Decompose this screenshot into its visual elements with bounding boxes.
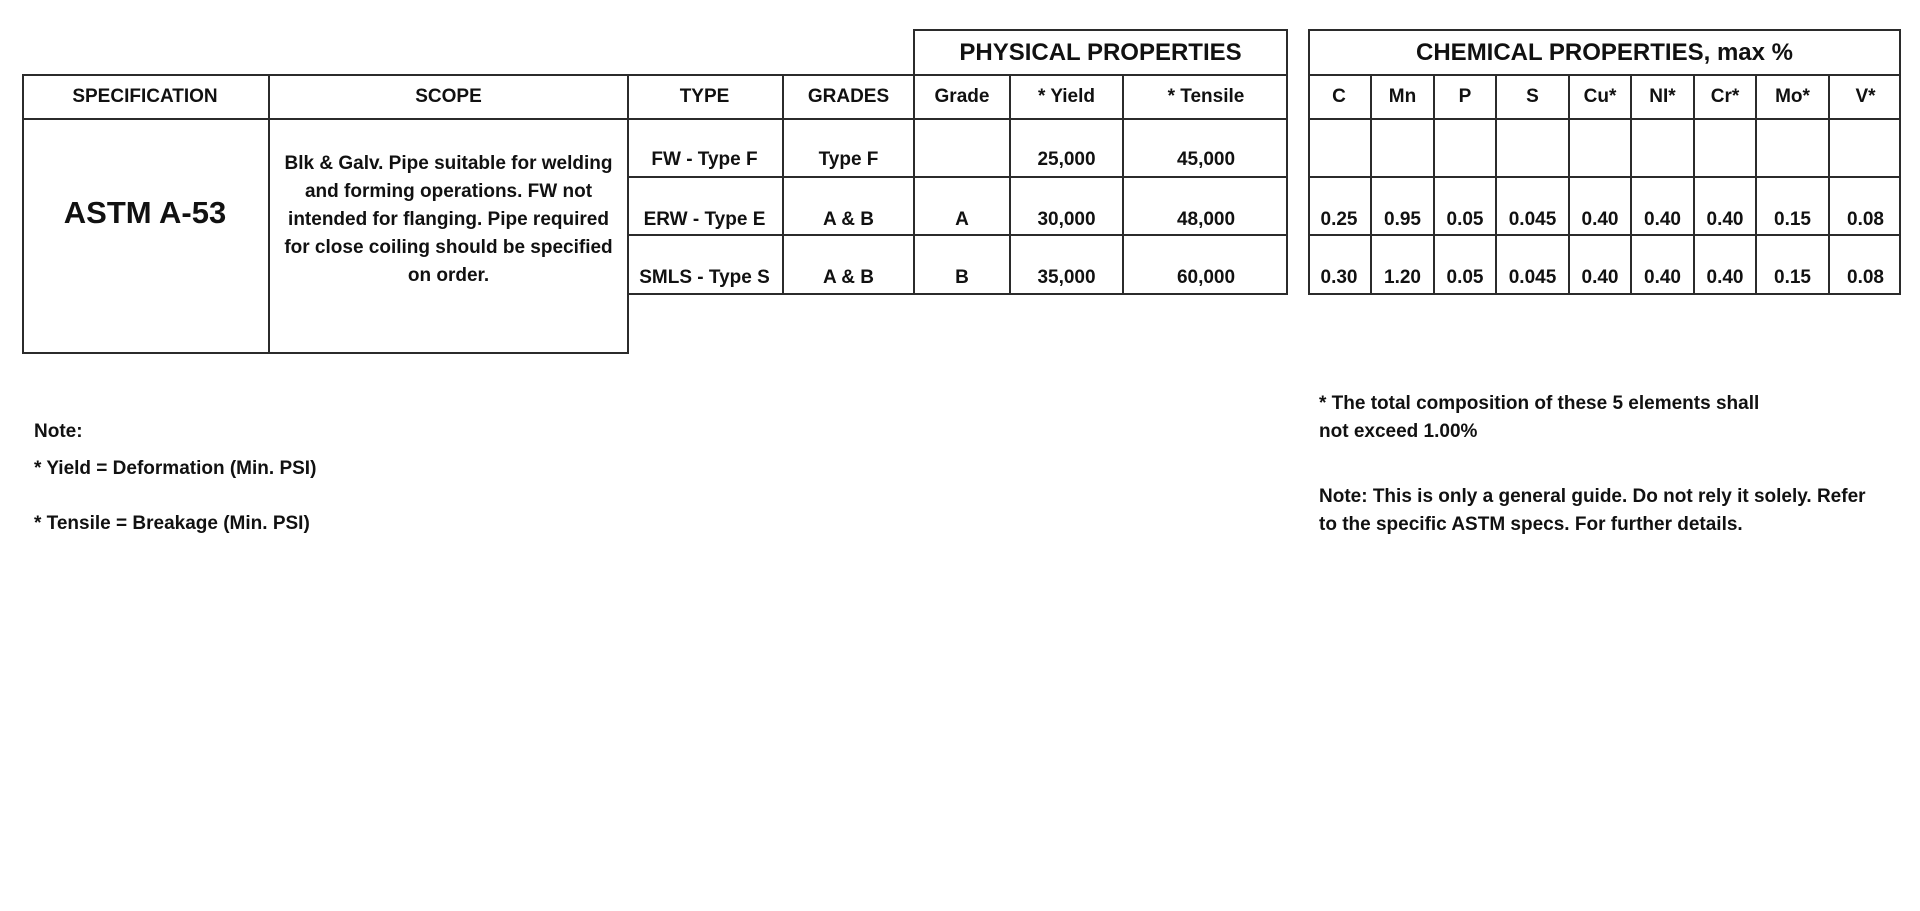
note-yield: * Yield = Deformation (Min. PSI) — [34, 458, 317, 479]
specification-value: ASTM A-53 — [63, 195, 227, 230]
header-grades: GRADES — [807, 86, 890, 107]
grades-cell: A & B — [822, 209, 875, 230]
yield-cell: 30,000 — [1037, 209, 1096, 230]
s-cell: 0.045 — [1508, 209, 1557, 230]
yield-cell: 35,000 — [1037, 267, 1096, 288]
v-cell: 0.08 — [1847, 209, 1884, 230]
header-scope: SCOPE — [415, 86, 482, 107]
tensile-cell: 60,000 — [1176, 267, 1236, 288]
type-cell: ERW - Type E — [643, 209, 766, 230]
mn-cell: 1.20 — [1384, 267, 1421, 288]
header-mn: Mn — [1388, 86, 1417, 107]
ni-cell: 0.40 — [1644, 267, 1681, 288]
note-composition-line-1: * The total composition of these 5 elements shall — [1319, 393, 1760, 414]
chemical-row-divider-1 — [1308, 176, 1901, 178]
physical-properties-title: PHYSICAL PROPERTIES — [959, 38, 1242, 66]
cr-cell: 0.40 — [1706, 267, 1744, 288]
c-cell: 0.25 — [1320, 209, 1358, 230]
chemical-properties-title: CHEMICAL PROPERTIES, max % — [1416, 38, 1793, 66]
scope-text: Blk & Galv. Pipe suitable for welding and forming operations. FW not intended for flanging. Pipe required for close coiling should be specified on order. — [284, 153, 613, 286]
type-cell: SMLS - Type S — [639, 267, 770, 288]
header-v: V* — [1855, 86, 1876, 107]
header-type: TYPE — [679, 86, 730, 107]
mo-cell: 0.15 — [1774, 209, 1811, 230]
note-tensile: * Tensile = Breakage (Min. PSI) — [34, 513, 310, 534]
header-s: S — [1526, 86, 1539, 107]
mo-cell: 0.15 — [1774, 267, 1811, 288]
s-cell: 0.045 — [1508, 267, 1557, 288]
note-guide-line-2: to the specific ASTM specs. For further details. — [1319, 514, 1743, 535]
cu-cell: 0.40 — [1581, 267, 1619, 288]
tensile-cell: 48,000 — [1176, 209, 1236, 230]
cu-cell: 0.40 — [1581, 209, 1619, 230]
header-cu: Cu* — [1583, 86, 1617, 107]
header-c: C — [1332, 86, 1346, 107]
note-guide-line-1: Note: This is only a general guide. Do not rely it solely. Refer — [1319, 486, 1866, 507]
grade-cell — [915, 142, 1009, 178]
chemical-header-divider — [1308, 118, 1901, 120]
yield-cell: 25,000 — [1037, 149, 1096, 170]
physical-header-divider — [627, 118, 1288, 120]
header-p: P — [1458, 86, 1472, 107]
header-grade: Grade — [934, 86, 990, 107]
c-cell: 0.30 — [1320, 267, 1358, 288]
grade-cell: A — [955, 209, 969, 230]
grade-cell: B — [955, 267, 969, 288]
p-cell: 0.05 — [1446, 209, 1484, 230]
header-yield: * Yield — [1037, 86, 1096, 107]
type-cell: FW - Type F — [651, 149, 758, 170]
header-tensile: * Tensile — [1167, 86, 1245, 107]
cr-cell: 0.40 — [1706, 209, 1744, 230]
ni-cell: 0.40 — [1644, 209, 1681, 230]
mn-cell: 0.95 — [1384, 209, 1421, 230]
header-ni: NI* — [1649, 86, 1676, 107]
grades-cell: Type F — [818, 149, 879, 170]
note-title: Note: — [34, 421, 83, 442]
header-specification: SPECIFICATION — [72, 86, 218, 107]
header-mo: Mo* — [1775, 86, 1810, 107]
v-cell: 0.08 — [1847, 267, 1884, 288]
note-composition-line-2: not exceed 1.00% — [1319, 421, 1478, 442]
header-cr: Cr* — [1710, 86, 1740, 107]
grades-cell: A & B — [822, 267, 875, 288]
tensile-cell: 45,000 — [1176, 149, 1236, 170]
p-cell: 0.05 — [1446, 267, 1484, 288]
